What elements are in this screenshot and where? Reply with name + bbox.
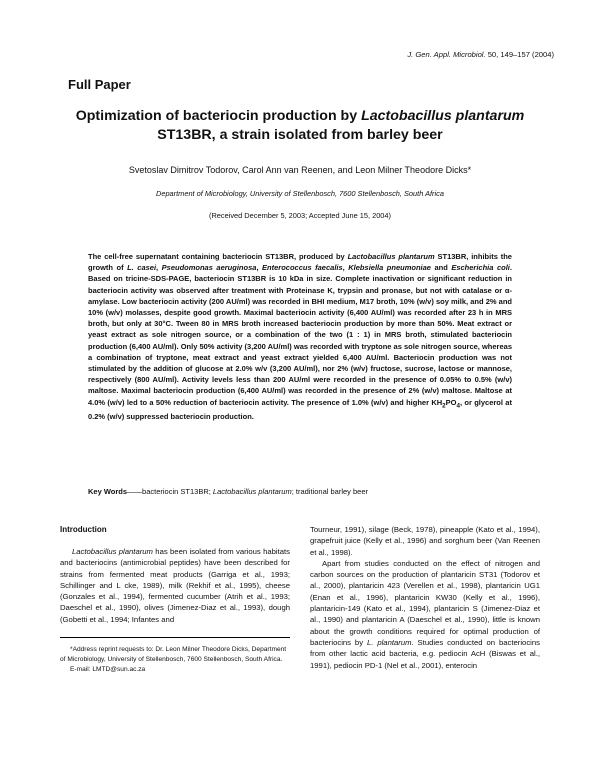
- section-label: Full Paper: [68, 77, 131, 92]
- introduction-right-column: [310, 524, 540, 671]
- abstract-text: ,: [256, 263, 263, 273]
- abstract-species: Lactobacillus plantarum: [347, 252, 435, 261]
- affiliation: Department of Microbiology, University of Stellenbosch, 7600 Stellenbosch, South Africa: [156, 189, 444, 198]
- abstract-text: ST13BR, inhibits the growth of: [88, 252, 512, 273]
- abstract: [88, 251, 512, 423]
- intro-text: Apart from studies conducted on the effect of nitrogen and carbon sources on the production of plantaricin ST31 (Todorov et al., 2000), plantaricin 423 (Verellen et al., 1998), plantaricin UG1 (Enan et al., 1996), plantaricin KW30 (Kelly et al., 1996), plantaricin-149 (Kato et al., 1994), plantaricin S (Jimenez-Diaz et al., 1990) and plantaricin A (Daeschel et al., 1990), little is known about the growth conditions required for optimal production of bacteriocins by: [310, 558, 540, 647]
- keywords-label: Key Words: [88, 487, 128, 496]
- received-dates: (Received December 5, 2003; Accepted June 15, 2004): [208, 211, 391, 220]
- journal-volume-pages: 50, 149–157 (2004): [485, 50, 554, 59]
- abstract-text: , or glycerol at 0.2% (w/v) suppressed bacteriocin production.: [88, 397, 512, 422]
- journal-citation: [407, 50, 554, 59]
- abstract-subscript: 4: [456, 402, 460, 410]
- intro-text: . Studies conducted on bacteriocins from other lactic acid bacteria, e.g. pediocin AcH (Biswas et al., 1991), pediocin PD-1 (Nel et al., 2001), enterocin: [310, 637, 540, 670]
- abstract-species: L. casei: [127, 263, 157, 273]
- intro-right-paragraph-2: [310, 558, 540, 671]
- footnote-email: E-mail: LMTD@sun.ac.za: [70, 665, 146, 673]
- keyword-text: bacteriocin ST13BR;: [142, 487, 213, 496]
- abstract-subscript: 2: [442, 402, 446, 410]
- introduction-left-paragraph: [60, 546, 290, 625]
- abstract-species: Escherichia coli: [451, 263, 510, 273]
- abstract-text: and: [430, 263, 452, 273]
- introduction-heading: Introduction: [60, 525, 107, 534]
- abstract-species: Pseudomonas aeruginosa: [161, 263, 257, 273]
- paper-title: [60, 107, 540, 145]
- keyword-text: ; traditional barley beer: [291, 487, 369, 496]
- abstract-text: The cell-free supernatant containing bacteriocin ST13BR, produced by: [88, 252, 348, 261]
- intro-right-paragraph-1: Tourneur, 1991), silage (Beck, 1978), pineapple (Kato et al., 1994), grapefruit juice (Kelly et al., 1996) and sorghum beer (Van Reenen et al., 1998).: [310, 525, 540, 557]
- title-line2: ST13BR, a strain isolated from barley beer: [157, 127, 443, 143]
- keyword-species: Lactobacillus plantarum: [212, 487, 292, 496]
- intro-species: Lactobacillus plantarum: [72, 547, 153, 556]
- keywords-dash: ——: [127, 487, 143, 496]
- abstract-text: ,: [156, 263, 162, 273]
- footnote: [60, 645, 290, 674]
- title-line1-text: Optimization of bacteriocin production by: [75, 108, 362, 124]
- footnote-address: *Address reprint requests to: Dr. Leon Milner Theodore Dicks, Department of Microbiology, University of Stellenbosch, 7600 Stellenbosch, South Africa.: [60, 646, 287, 663]
- abstract-species: Klebsiella pneumoniae: [348, 263, 431, 273]
- keywords: [88, 487, 512, 496]
- title-species: Lactobacillus plantarum: [361, 108, 525, 124]
- abstract-text: . Based on tricine-SDS-PAGE, bacteriocin ST13BR is 10 kDa in size. Complete inactivation or significant reduction in bacteriocin activity was observed after treatment with Proteinase K, trypsin and pronase, but not with catalase or α-amylase. Low bacteriocin activity (200 AU/ml) was recorded in BHI medium, M17 broth, 10% (w/v) soy milk, and 2% and 10% (w/v) molasses, despite good growth. Maximal bacteriocin activity (6,400 AU/ml) was recorded after 23 h in MRS broth, but only at 30°C. Tween 80 in MRS broth increased bacteriocin production by more than 50%. Meat extract or yeast extract as sole nitrogen source, or a combination of the two (1 : 1) in MRS broth, stimulated bacteriocin production (6,400 AU/ml). Only 50% activity (3,200 AU/ml) was recorded with tryptone as sole nitrogen source, whereas a combination of tryptone, meat extract and yeast extract yielded 6,400 AU/ml. Bacteriocin production was not stimulated by the addition of glucose at 2.0% w/v (3,200 AU/ml), nor 2% (w/v) fructose, sucrose, lactose or mannose, respectively (800 AU/ml). Activity levels less than 200 AU/ml were recorded in the presence of 0.05% to 0.5% (w/v) maltose. Maximal bacteriocin production (6,400 AU/ml) was recorded in the presence of 2% (w/v) maltose. Maltose at 4.0% (w/v) led to a 50% reduction of bacteriocin activity. The presence of 1.0% (w/v) and higher KH: [88, 263, 512, 407]
- authors: Svetoslav Dimitrov Todorov, Carol Ann van Reenen, and Leon Milner Theodore Dicks*: [128, 165, 472, 175]
- abstract-text: PO: [445, 397, 457, 407]
- journal-name: J. Gen. Appl. Microbiol.: [407, 50, 486, 59]
- intro-text: has been isolated from various habitats and bacteriocins (antimicrobial peptides) have been described for strains from fermented meat products (Garriga et al., 1993; Schillinger and L cke, 1989), milk (Rekhif et al., 1995), cheese (Gonzales et al., 1994), fermented cucumber (Atrih et al., 1993; Daeschel et al., 1990), olives (Jimenez-Diaz et al., 1993), dough (Gobetti et al., 1994; Infantes and: [60, 547, 291, 624]
- abstract-text: ,: [342, 263, 349, 273]
- footnote-divider: [60, 637, 290, 638]
- abstract-species: Enterococcus faecalis: [262, 263, 343, 273]
- intro-species: L. plantarum: [366, 637, 412, 647]
